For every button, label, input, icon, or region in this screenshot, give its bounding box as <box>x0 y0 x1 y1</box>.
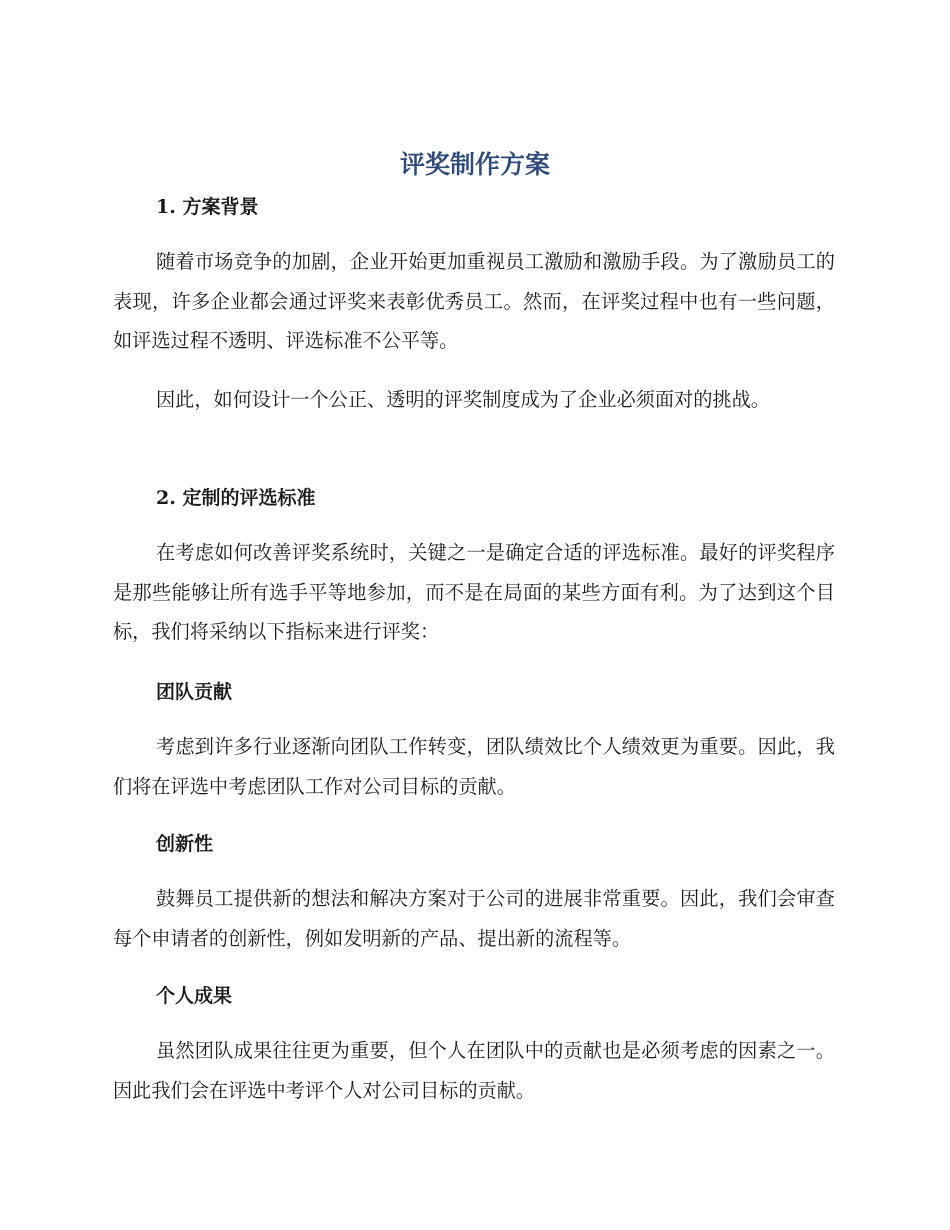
criterion-team-paragraph: 考虑到许多行业逐渐向团队工作转变，团队绩效比个人绩效更为重要。因此，我们将在评选中考虑团队工作对公司目标的贡献。 <box>113 735 835 798</box>
section-criteria-paragraph: 在考虑如何改善评奖系统时，关键之一是确定合适的评选标准。最好的评奖程序是那些能够让所有选手平等地参加，而不是在局面的某些方面有利。为了达到这个目标，我们将采纳以下指标来进行评奖： <box>113 541 835 643</box>
criterion-innovation-paragraph: 鼓舞员工提供新的想法和解决方案对于公司的进展非常重要。因此，我们会审查每个申请者的创新性，例如发明新的产品、提出新的流程等。 <box>113 887 835 950</box>
criterion-individual-paragraph: 虽然团队成果往往更为重要，但个人在团队中的贡献也是必须考虑的因素之一。因此我们会在评选中考评个人对公司目标的贡献。 <box>113 1039 835 1102</box>
section-heading-criteria: 2. 定制的评选标准 <box>156 487 316 509</box>
criterion-heading-innovation: 创新性 <box>156 833 214 855</box>
section-background-paragraph-2: 因此，如何设计一个公正、透明的评奖制度成为了企业必须面对的挑战。 <box>156 388 770 411</box>
criterion-heading-team: 团队贡献 <box>156 681 233 703</box>
section-heading-background: 1. 方案背景 <box>156 196 259 218</box>
document-title: 评奖制作方案 <box>399 150 550 179</box>
criterion-heading-individual: 个人成果 <box>156 985 233 1007</box>
section-background-paragraph-1: 随着市场竞争的加剧，企业开始更加重视员工激励和激励手段。为了激励员工的表现，许多企业都会通过评奖来表彰优秀员工。然而，在评奖过程中也有一些问题，如评选过程不透明、评选标准不公平等。 <box>113 250 835 352</box>
